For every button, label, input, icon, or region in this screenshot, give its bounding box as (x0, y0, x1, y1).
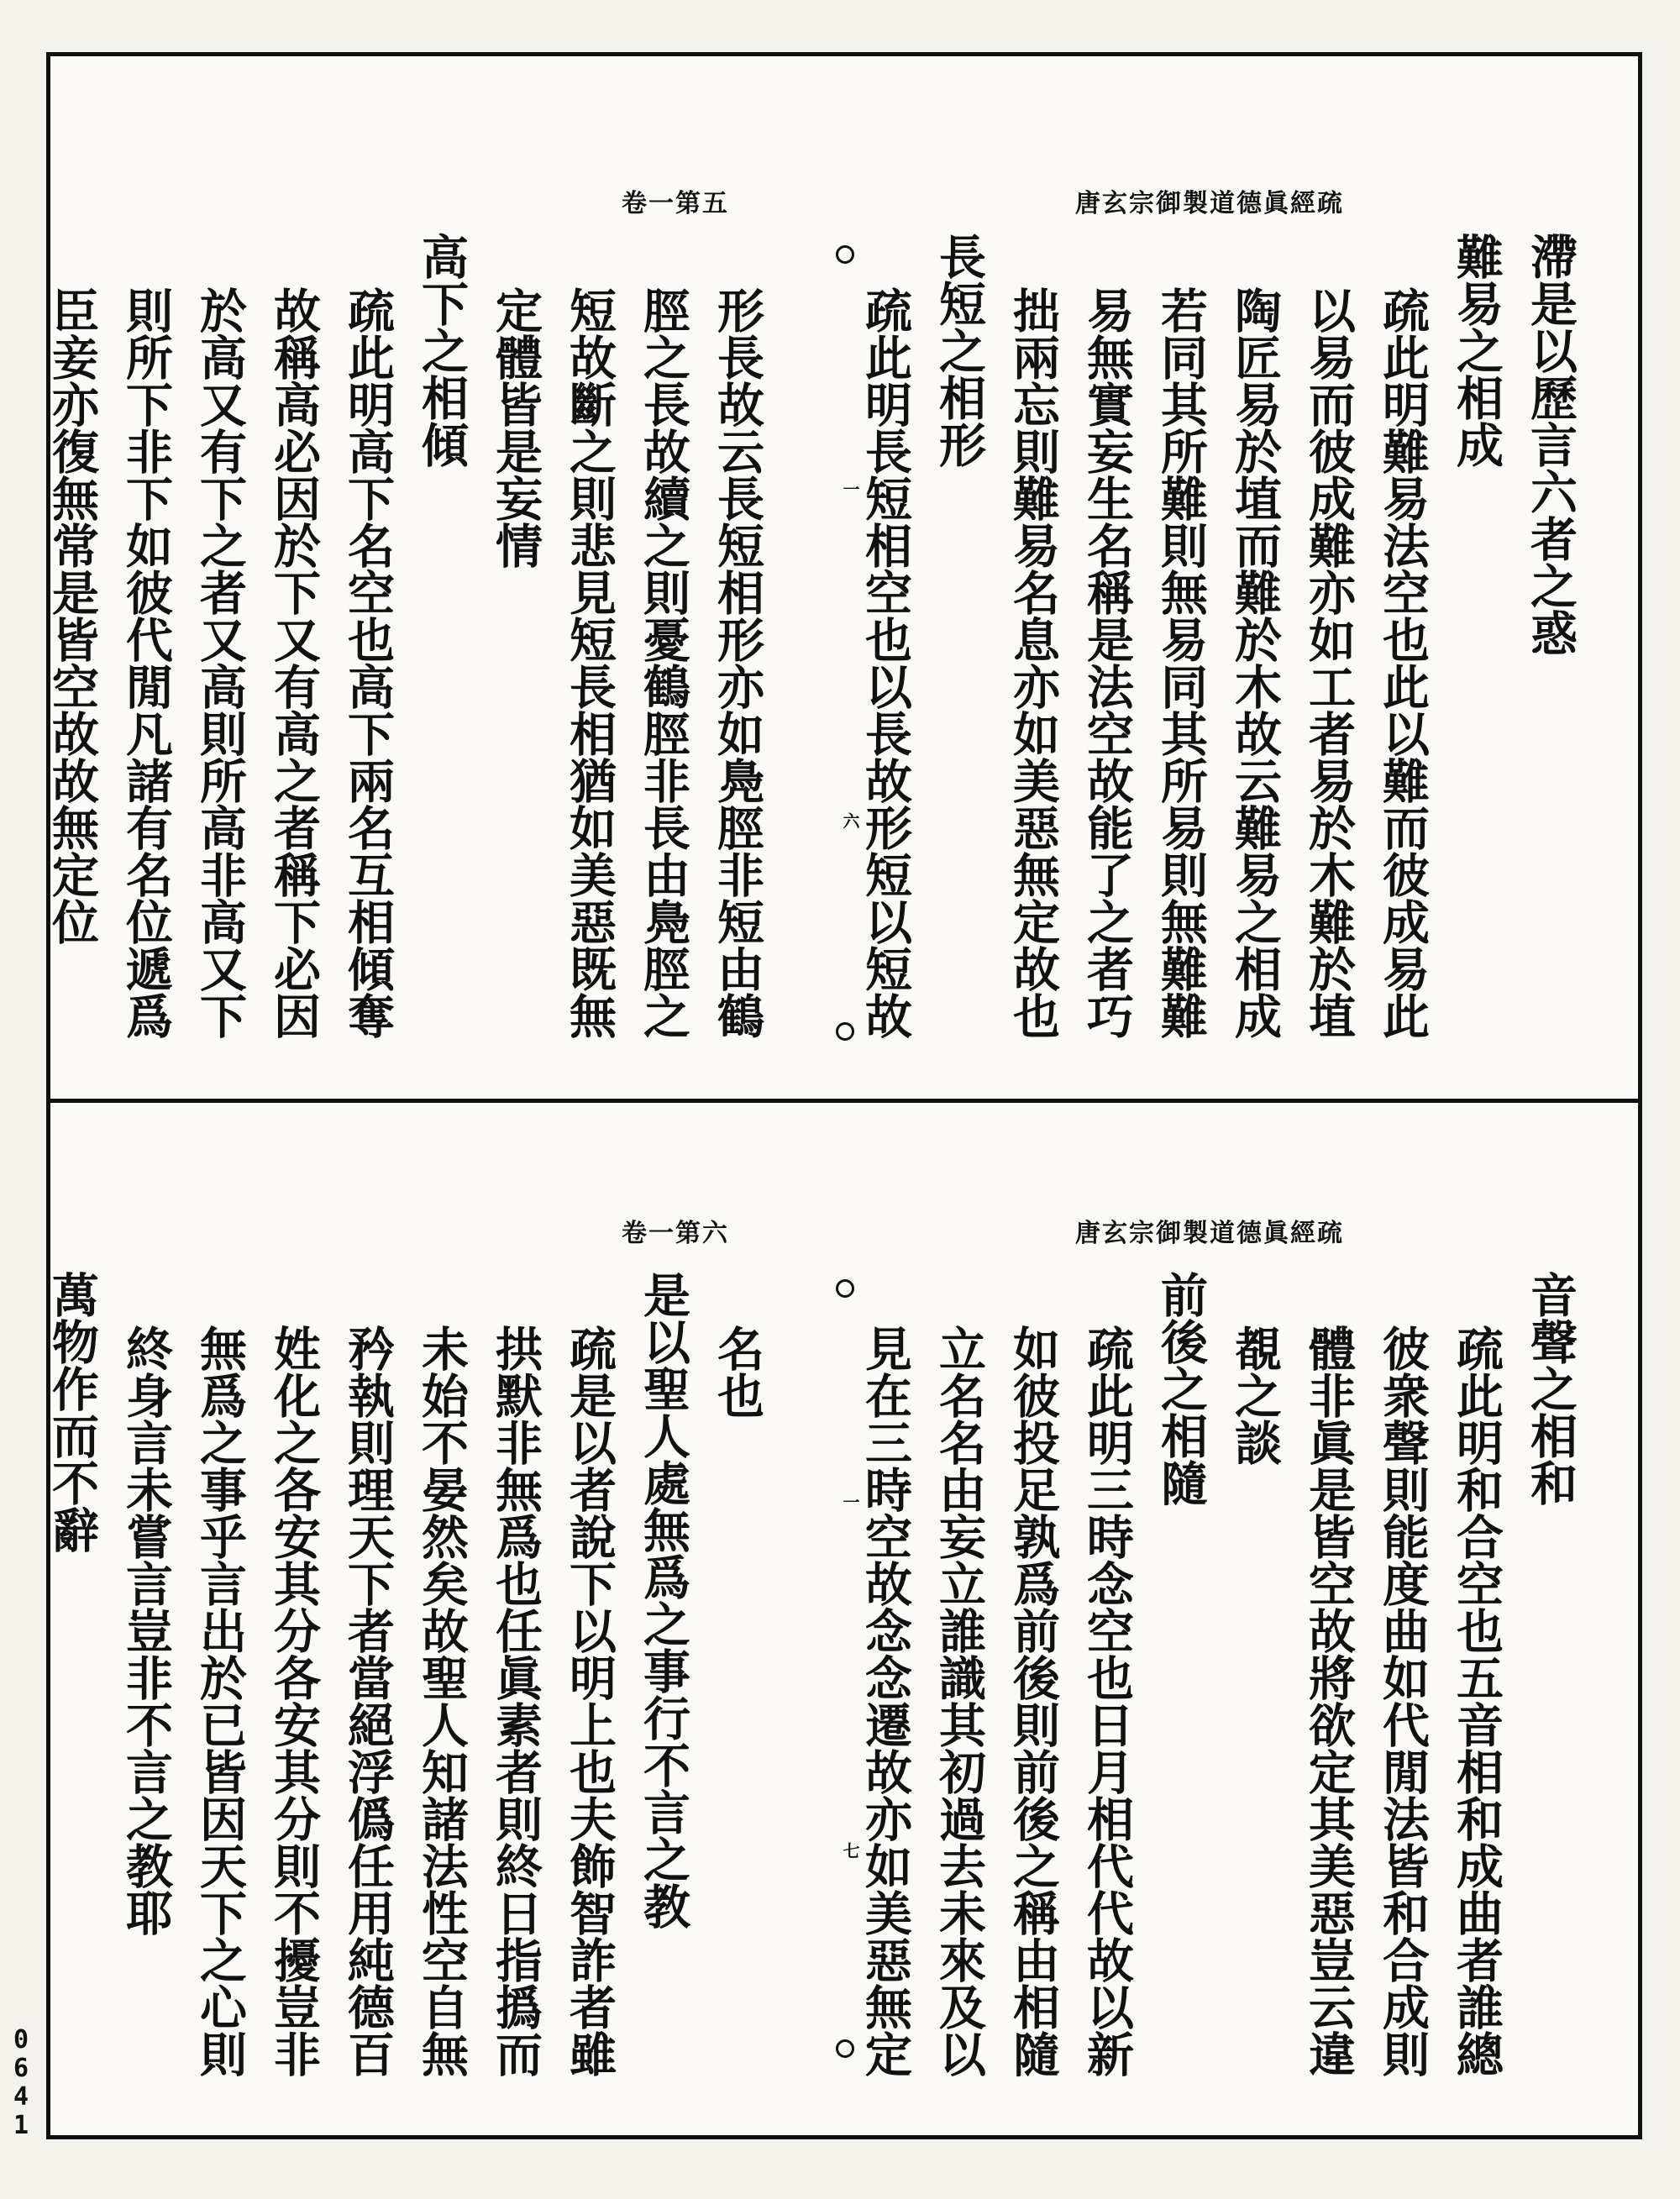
page-number-digit: 6 (13, 2054, 29, 2083)
margin-mark: 六 (840, 812, 860, 829)
text-column: 難易之相成 (1449, 233, 1504, 468)
center-gutter (774, 1271, 848, 2111)
bottom-header-chapter: 卷一第六 (622, 1219, 729, 1248)
punctuation-circle (836, 1279, 854, 1298)
top-panel (45, 56, 1638, 1099)
text-column: 易無實妄生名稱是法空故能了之者巧 (1079, 286, 1135, 1039)
bottom-header-title: 唐玄宗御製道德眞經疏 (1075, 1219, 1344, 1248)
punctuation-circle (836, 245, 854, 264)
text-column: 姓化之各安其分各安其分則不擾豈非 (266, 1325, 322, 2077)
text-column: 矜執則理天下者當絕浮僞任用純德百 (340, 1325, 396, 2077)
page-number-digit: 0 (13, 2025, 29, 2055)
text-column: 前後之相隨 (1153, 1271, 1209, 1506)
text-column: 陶匠易於埴而難於木故云難易之相成 (1227, 286, 1283, 1039)
text-column: 立名名由妄立誰識其初過去未來及以 (932, 1325, 987, 2077)
text-column: 見在三時空故念念遷故亦如美惡無定 (858, 1325, 913, 2077)
text-column: 脛之長故續之則憂鶴脛非長由鳧脛之 (636, 286, 691, 1039)
text-column: 長短之相形 (932, 233, 987, 468)
text-column: 未始不晏然矣故聖人知諸法性空自無 (414, 1325, 470, 2077)
text-column: 疏是以者說下以明上也夫飾智詐者雖 (562, 1325, 617, 2077)
text-column: 高下之相傾 (414, 233, 470, 468)
text-column: 故稱高必因於下又有高之者稱下必因 (266, 286, 322, 1039)
text-column: 滯是以歷言六者之惑 (1523, 233, 1578, 656)
text-column: 終身言未嘗言豈非不言之教耶 (118, 1325, 174, 1936)
text-column: 拱默非無爲也任眞素者則終日指撝而 (488, 1325, 543, 2077)
margin-mark: 七 (840, 1842, 860, 1859)
text-column: 疏此明長短相空也以長故形短以短故 (858, 286, 913, 1039)
text-column: 定體皆是妄情 (488, 286, 543, 569)
punctuation-circle (836, 2039, 854, 2058)
margin-mark: 一 (840, 1493, 860, 1510)
bottom-text-columns (35, 1271, 1588, 2111)
text-column: 臣妾亦復無常是皆空故故無定位 (45, 286, 100, 945)
center-gutter (774, 233, 848, 1073)
text-column: 音聲之相和 (1523, 1271, 1578, 1506)
text-column: 以易而彼成難亦如工者易於木難於埴 (1301, 286, 1357, 1039)
text-column: 則所下非下如彼代閒凡諸有名位遞爲 (118, 286, 174, 1039)
text-column: 無爲之事乎言出於已皆因天下之心則 (192, 1325, 248, 2077)
text-column: 疏此明和合空也五音相和成曲者誰總 (1449, 1325, 1504, 2077)
page-number-digit: 4 (13, 2082, 29, 2112)
text-column: 覩之談 (1227, 1325, 1283, 1466)
top-header-chapter: 卷一第五 (622, 189, 729, 218)
text-column: 疏此明三時念空也日月相代代故以新 (1079, 1325, 1135, 2077)
text-column: 彼衆聲則能度曲如代閒法皆和合成則 (1375, 1325, 1431, 2077)
bottom-header (622, 1212, 1344, 1249)
text-column: 萬物作而不辭 (45, 1271, 100, 1553)
top-header (622, 182, 1344, 219)
text-column: 如彼投足孰爲前後則前後之稱由相隨 (1005, 1325, 1061, 2077)
text-column: 疏此明難易法空也此以難而彼成易此 (1375, 286, 1431, 1039)
punctuation-circle (836, 1022, 854, 1041)
text-column: 疏此明高下名空也高下兩名互相傾奪 (340, 286, 396, 1039)
text-column: 於高又有下之者又高則所高非高又下 (192, 286, 248, 1039)
text-column: 若同其所難則無易同其所易則無難難 (1153, 286, 1209, 1039)
page-number-digit: 1 (13, 2111, 29, 2140)
top-header-title: 唐玄宗御製道德眞經疏 (1075, 189, 1344, 218)
text-column: 短故斷之則悲見短長相猶如美惡既無 (562, 286, 617, 1039)
text-column: 形長故云長短相形亦如鳧脛非短由鶴 (710, 286, 765, 1039)
text-column: 體非眞是皆空故將欲定其美惡豈云違 (1301, 1325, 1357, 2077)
text-column: 拙兩忘則難易名息亦如美惡無定故也 (1005, 286, 1061, 1039)
page-number (8, 2026, 34, 2140)
bottom-panel (45, 1103, 1638, 2135)
text-column: 名也 (710, 1325, 765, 1419)
margin-mark: 一 (840, 480, 860, 497)
text-column: 是以聖人處無爲之事行不言之教 (636, 1271, 691, 1929)
top-text-columns (35, 233, 1588, 1073)
